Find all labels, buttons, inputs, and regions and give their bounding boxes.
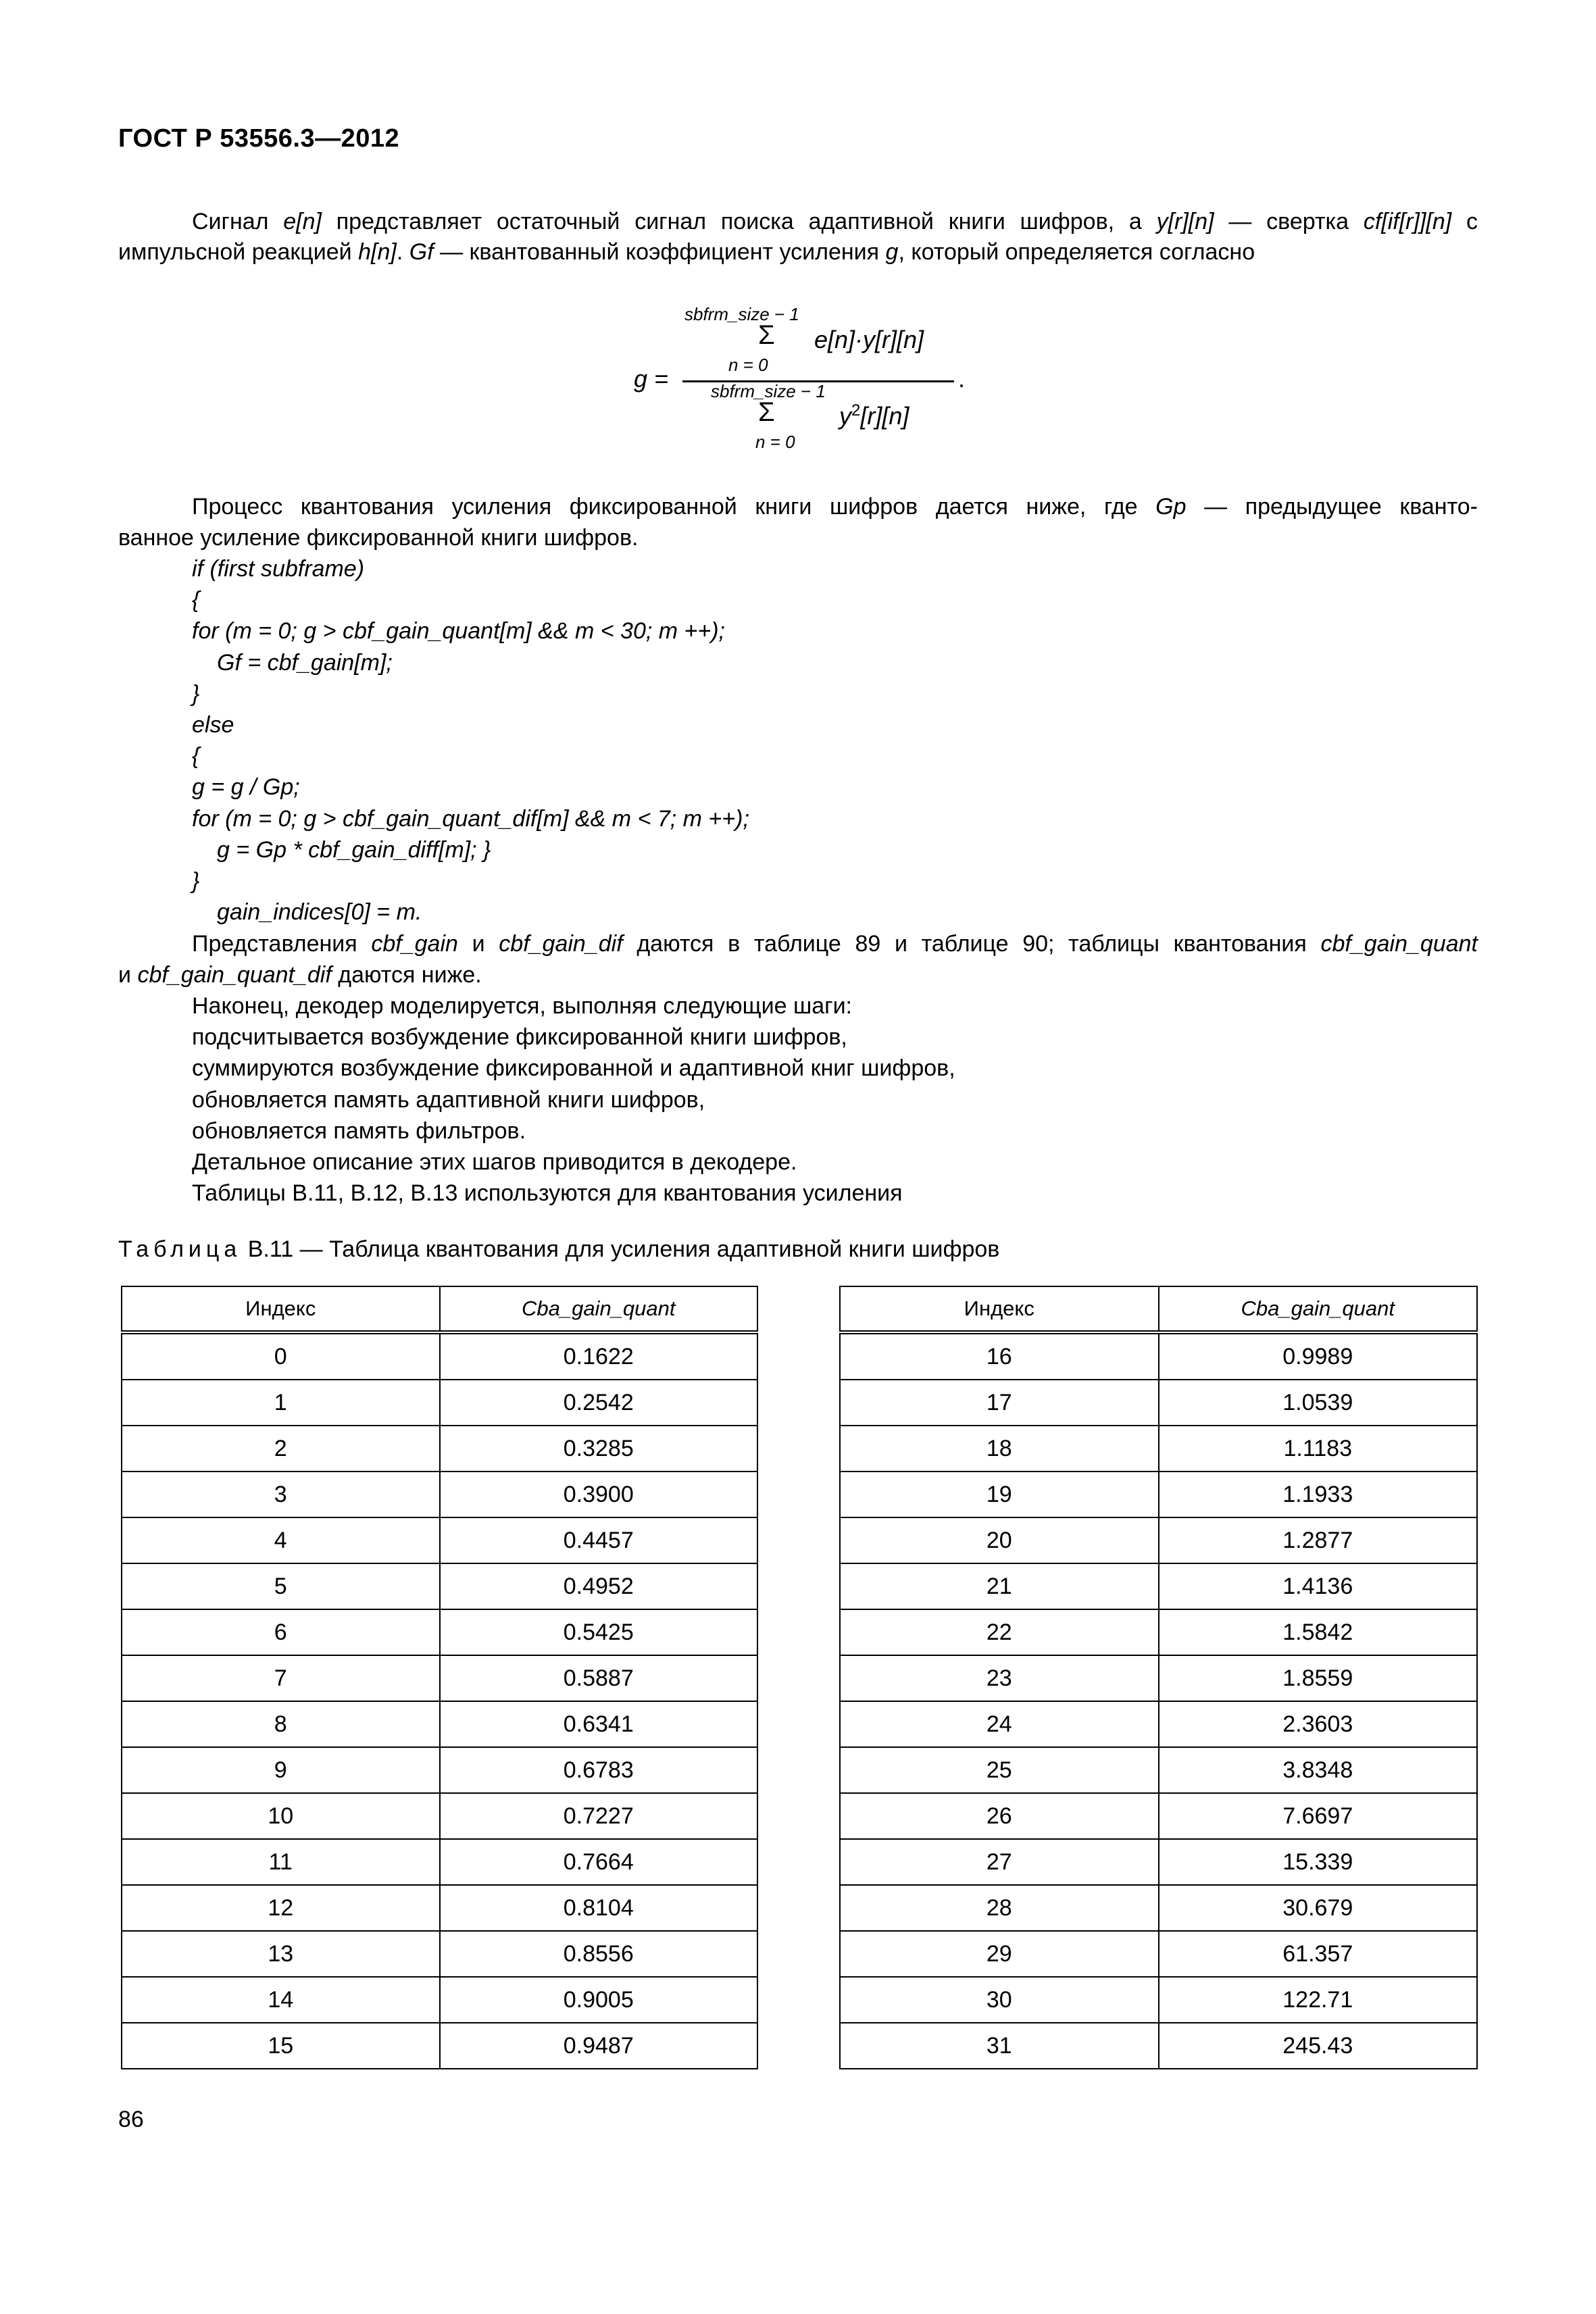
header-cba-gain-quant: Cba_gain_quant [440,1286,758,1332]
cell-value: 0.7227 [440,1793,758,1839]
cell-index: 14 [122,1977,440,2023]
cell-index: 8 [122,1701,440,1747]
formula-lhs: g = [634,365,669,393]
cell-value: 0.9005 [440,1977,758,2023]
table-row [122,1426,757,1472]
cell-index: 22 [840,1609,1159,1655]
table-row [840,1517,1477,1563]
cell-index: 18 [840,1426,1159,1472]
table-row [122,2023,757,2069]
cell-value: 15.339 [1159,1839,1478,1885]
header-cba-gain-quant: Cba_gain_quant [1159,1286,1478,1332]
denominator-expression: $y^2[r][n]$ [839,401,909,430]
cell-value: 3.8348 [1159,1747,1478,1793]
step-line: подсчитывается возбуждение фиксированной книги шифров, [192,1024,847,1051]
cell-value: 61.357 [1159,1931,1478,1977]
formula-end: . [958,365,966,393]
cell-index: 27 [840,1839,1159,1885]
step-line: Детальное описание этих шагов приводится в декодере. [192,1149,797,1175]
table-row [840,1977,1477,2023]
cell-value: 122.71 [1159,1977,1478,2023]
table-row [122,1839,757,1885]
paragraph-2-line-1: Процесс квантования усиления фиксированной книги шифров дается ниже, где Gp — предыдущее кванто- [192,494,1478,520]
table-caption: Таблица В.11 — Таблица квантования для усиления адаптивной книги шифров [118,1236,1000,1262]
cell-value: 0.6341 [440,1701,758,1747]
cell-index: 10 [122,1793,440,1839]
table-header-row [840,1286,1477,1332]
table-row [840,1380,1477,1426]
table-row [840,1609,1477,1655]
table-left [121,1286,758,2069]
cell-index: 21 [840,1563,1159,1609]
cell-index: 3 [122,1472,440,1517]
cell-index: 24 [840,1701,1159,1747]
cell-value: 1.4136 [1159,1563,1478,1609]
table-row [840,1931,1477,1977]
step-line: суммируются возбуждение фиксированной и адаптивной книг шифров, [192,1055,955,1082]
cell-value: 0.4457 [440,1517,758,1563]
cell-value: 7.6697 [1159,1793,1478,1839]
cell-index: 30 [840,1977,1159,2023]
step-line: Таблицы В.11, В.12, В.13 используются для квантования усиления [192,1180,903,1207]
cell-index: 23 [840,1655,1159,1701]
paragraph-1-line-2: импульсной реакцией h[n]. Gf — квантованный коэффициент усиления g, который определяется согласно [118,239,1255,265]
cell-value: 1.8559 [1159,1655,1478,1701]
cell-value: 2.3603 [1159,1701,1478,1747]
code-line: if (first subframe) [192,556,365,582]
cell-value: 30.679 [1159,1885,1478,1931]
table-row [840,1793,1477,1839]
cell-value: 1.1183 [1159,1426,1478,1472]
table-row [122,1655,757,1701]
cell-value: 0.6783 [440,1747,758,1793]
cell-index: 31 [840,2023,1159,2069]
table-row [840,1563,1477,1609]
cell-value: 0.8556 [440,1931,758,1977]
table-row [122,1563,757,1609]
cell-index: 2 [122,1426,440,1472]
table-row [840,1655,1477,1701]
table-row [122,1977,757,2023]
table-right [839,1286,1478,2069]
code-line: } [192,868,200,894]
header-index: Индекс [840,1286,1159,1332]
code-line: g = Gp * cbf_gain_diff[m]; } [217,836,491,863]
paragraph-3-line-1: Представления cbf_gain и cbf_gain_dif даются в таблице 89 и таблице 90; таблицы квантования cbf_gain_quant [192,931,1478,957]
table-row [122,1380,757,1426]
table-row [122,1793,757,1839]
cell-index: 11 [122,1839,440,1885]
cell-value: 0.4952 [440,1563,758,1609]
table-row [840,1332,1477,1380]
table-row [122,1472,757,1517]
step-line: обновляется память фильтров. [192,1117,526,1144]
cell-index: 0 [122,1332,440,1380]
table-row [840,1747,1477,1793]
cell-value: 0.9989 [1159,1332,1478,1380]
cell-index: 7 [122,1655,440,1701]
cell-value: 0.5425 [440,1609,758,1655]
numerator-sigma: Σ [758,320,775,350]
cell-index: 12 [122,1885,440,1931]
cell-index: 26 [840,1793,1159,1839]
code-line: { [192,743,200,770]
code-line: for (m = 0; g > cbf_gain_quant_dif[m] && m < 7; m ++); [192,805,749,832]
cell-index: 13 [122,1931,440,1977]
step-line: обновляется память адаптивной книги шифров, [192,1086,705,1113]
table-row [840,1885,1477,1931]
cell-index: 4 [122,1517,440,1563]
cell-index: 5 [122,1563,440,1609]
table-row [840,1701,1477,1747]
denominator-sum-lower: n = 0 [755,432,795,452]
cell-index: 19 [840,1472,1159,1517]
table-row [122,1747,757,1793]
cell-value: 0.5887 [440,1655,758,1701]
cell-index: 6 [122,1609,440,1655]
table-row [122,1931,757,1977]
table-row [840,1839,1477,1885]
cell-index: 15 [122,2023,440,2069]
cell-value: 0.3900 [440,1472,758,1517]
table-row [840,1426,1477,1472]
code-line: Gf = cbf_gain[m]; [217,649,393,676]
cell-value: 0.2542 [440,1380,758,1426]
code-line: { [192,587,200,613]
cell-index: 20 [840,1517,1159,1563]
table-row [840,2023,1477,2069]
code-line: g = g / Gp; [192,774,300,801]
table-row [122,1609,757,1655]
paragraph-3-line-2: и cbf_gain_quant_dif даются ниже. [118,962,482,988]
cell-value: 1.5842 [1159,1609,1478,1655]
cell-index: 25 [840,1747,1159,1793]
paragraph-2-line-2: ванное усиление фиксированной книги шифров. [118,525,639,551]
code-line: } [192,680,200,707]
cell-index: 1 [122,1380,440,1426]
cell-value: 0.9487 [440,2023,758,2069]
numerator-expression: e[n]·y[r][n] [814,326,924,353]
cell-index: 29 [840,1931,1159,1977]
denominator-sigma: Σ [758,397,775,427]
code-line: for (m = 0; g > cbf_gain_quant[m] && m < 30; m ++); [192,618,726,645]
numerator-sum-upper: sbfrm_size − 1 [684,304,799,324]
cell-value: 0.1622 [440,1332,758,1380]
cell-value: 0.8104 [440,1885,758,1931]
header-index: Индекс [122,1286,440,1332]
denominator-sum-upper: sbfrm_size − 1 [711,381,826,401]
code-line: else [192,712,234,738]
cell-value: 1.1933 [1159,1472,1478,1517]
table-row [122,1701,757,1747]
table-row [840,1472,1477,1517]
table-row [122,1332,757,1380]
cell-index: 17 [840,1380,1159,1426]
cell-value: 0.3285 [440,1426,758,1472]
cell-index: 28 [840,1885,1159,1931]
document-header: ГОСТ Р 53556.3—2012 [118,124,400,153]
cell-value: 245.43 [1159,2023,1478,2069]
step-line: Наконец, декодер моделируется, выполняя следующие шаги: [192,993,853,1019]
table-row [122,1885,757,1931]
cell-value: 0.7664 [440,1839,758,1885]
table-header-row [122,1286,757,1332]
page-number: 86 [118,2107,144,2132]
numerator-sum-lower: n = 0 [728,355,768,375]
cell-value: 1.0539 [1159,1380,1478,1426]
cell-value: 1.2877 [1159,1517,1478,1563]
paragraph-1-line-1: Сигнал e[n] представляет остаточный сигнал поиска адаптивной книги шифров, а y[r][n] — свертка cf[if[r]][n] с [192,209,1478,234]
table-row [122,1517,757,1563]
code-line: gain_indices[0] = m. [217,899,422,926]
cell-index: 16 [840,1332,1159,1380]
cell-index: 9 [122,1747,440,1793]
